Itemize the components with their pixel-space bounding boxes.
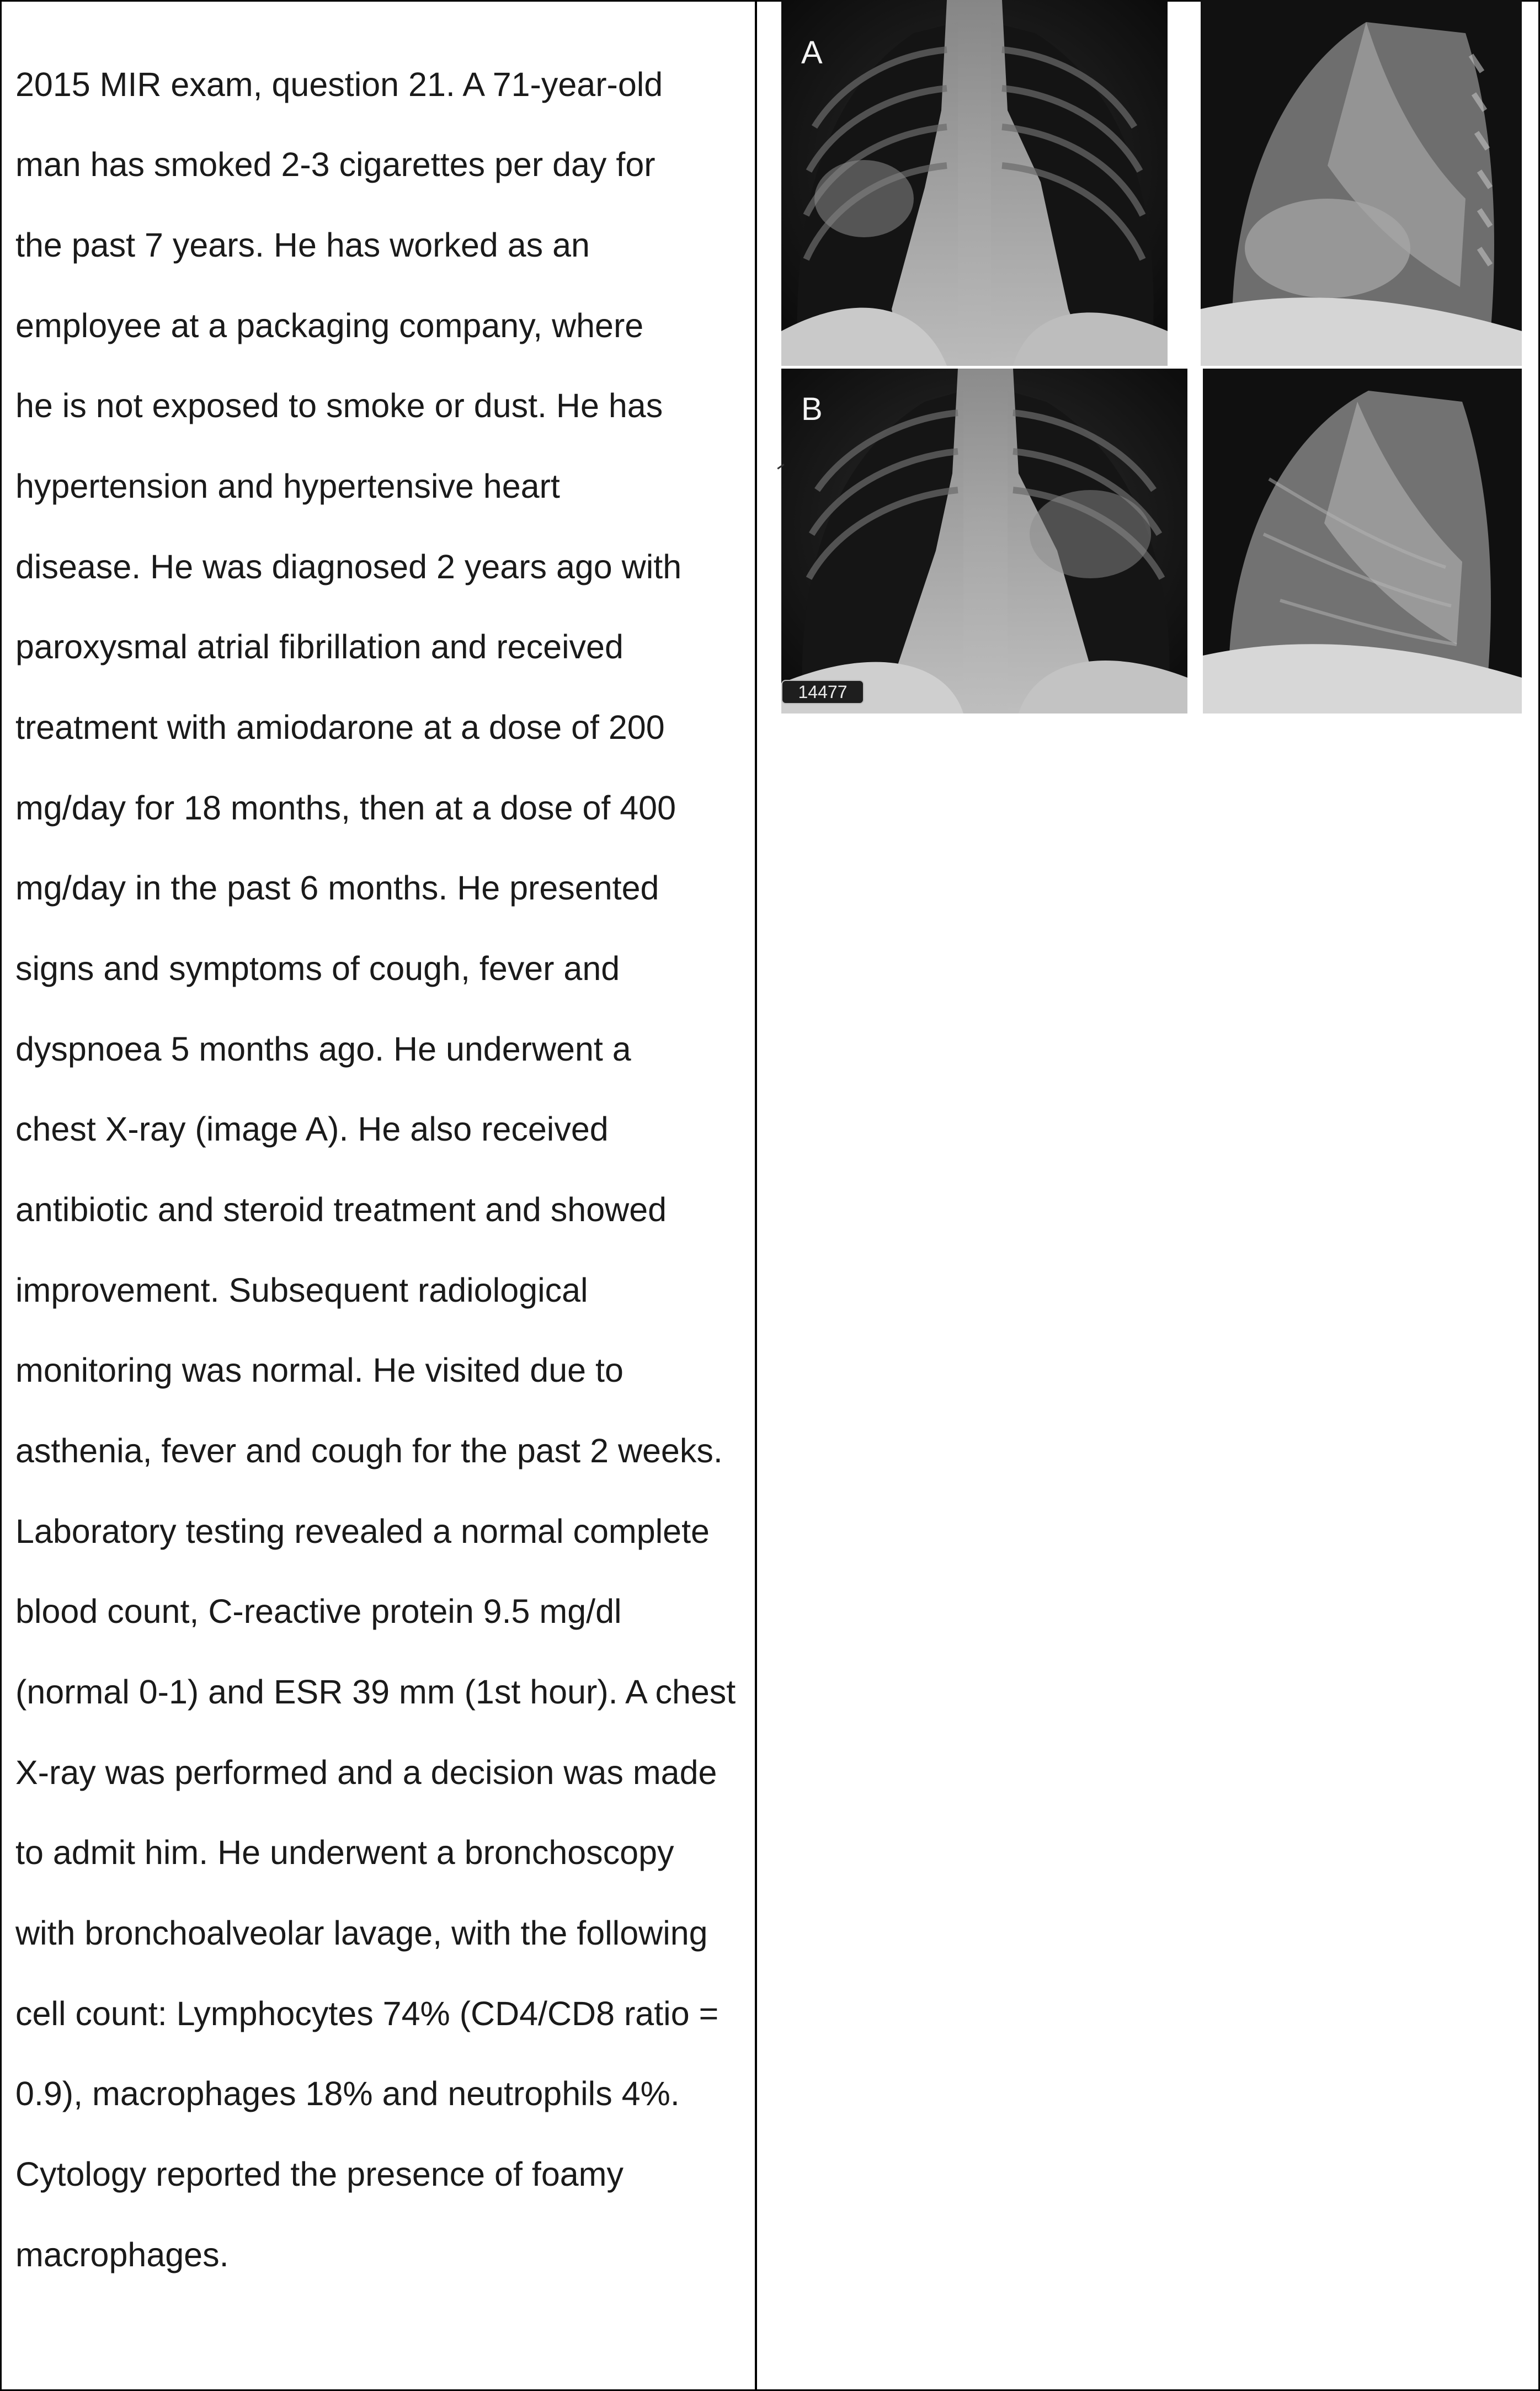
question-line: 0.9), macrophages 18% and neutrophils 4%.	[15, 2075, 680, 2112]
xray-b-frontal	[781, 369, 1187, 713]
question-line: macrophages.	[15, 2236, 229, 2273]
xray-a-lateral	[1201, 0, 1522, 366]
xray-b-lateral	[1203, 369, 1522, 713]
question-line: antibiotic and steroid treatment and showed	[15, 1191, 667, 1228]
question-line: dyspnoea 5 months ago. He underwent a	[15, 1030, 631, 1068]
question-line: X-ray was performed and a decision was made	[15, 1754, 717, 1791]
column-divider	[755, 0, 757, 2391]
question-line: blood count, C-reactive protein 9.5 mg/dl	[15, 1593, 622, 1630]
question-line: monitoring was normal. He visited due to	[15, 1351, 624, 1389]
question-line: with bronchoalveolar lavage, with the following	[15, 1914, 708, 1952]
question-line: treatment with amiodarone at a dose of 200	[15, 709, 665, 746]
panel-label-b: B	[801, 391, 823, 427]
question-line: disease. He was diagnosed 2 years ago with	[15, 548, 682, 585]
question-line: cell count: Lymphocytes 74% (CD4/CD8 ratio =	[15, 1995, 719, 2032]
question-line: paroxysmal atrial fibrillation and received	[15, 628, 624, 665]
question-line: man has smoked 2-3 cigarettes per day for	[15, 146, 656, 183]
xray-a-frontal	[781, 0, 1168, 366]
question-line: employee at a packaging company, where	[15, 307, 644, 344]
question-line: mg/day in the past 6 months. He presented	[15, 869, 659, 907]
question-line: (normal 0-1) and ESR 39 mm (1st hour). A chest	[15, 1673, 736, 1711]
question-line: Laboratory testing revealed a normal complete	[15, 1513, 710, 1550]
question-line: mg/day for 18 months, then at a dose of 400	[15, 789, 676, 827]
question-line: he is not exposed to smoke or dust. He has	[15, 387, 663, 424]
question-line: the past 7 years. He has worked as an	[15, 226, 590, 264]
question-line: signs and symptoms of cough, fever and	[15, 950, 620, 987]
question-line: Cytology reported the presence of foamy	[15, 2155, 624, 2193]
question-line: asthenia, fever and cough for the past 2 weeks.	[15, 1432, 723, 1469]
question-line: hypertension and hypertensive heart	[15, 467, 560, 505]
question-line: 2015 MIR exam, question 21. A 71-year-old	[15, 66, 663, 103]
panel-label-a: A	[801, 35, 823, 71]
question-line: chest X-ray (image A). He also received	[15, 1110, 609, 1148]
question-line: to admit him. He underwent a bronchoscopy	[15, 1834, 674, 1871]
image-id-badge: 14477	[781, 680, 864, 704]
question-line: improvement. Subsequent radiological	[15, 1271, 588, 1309]
